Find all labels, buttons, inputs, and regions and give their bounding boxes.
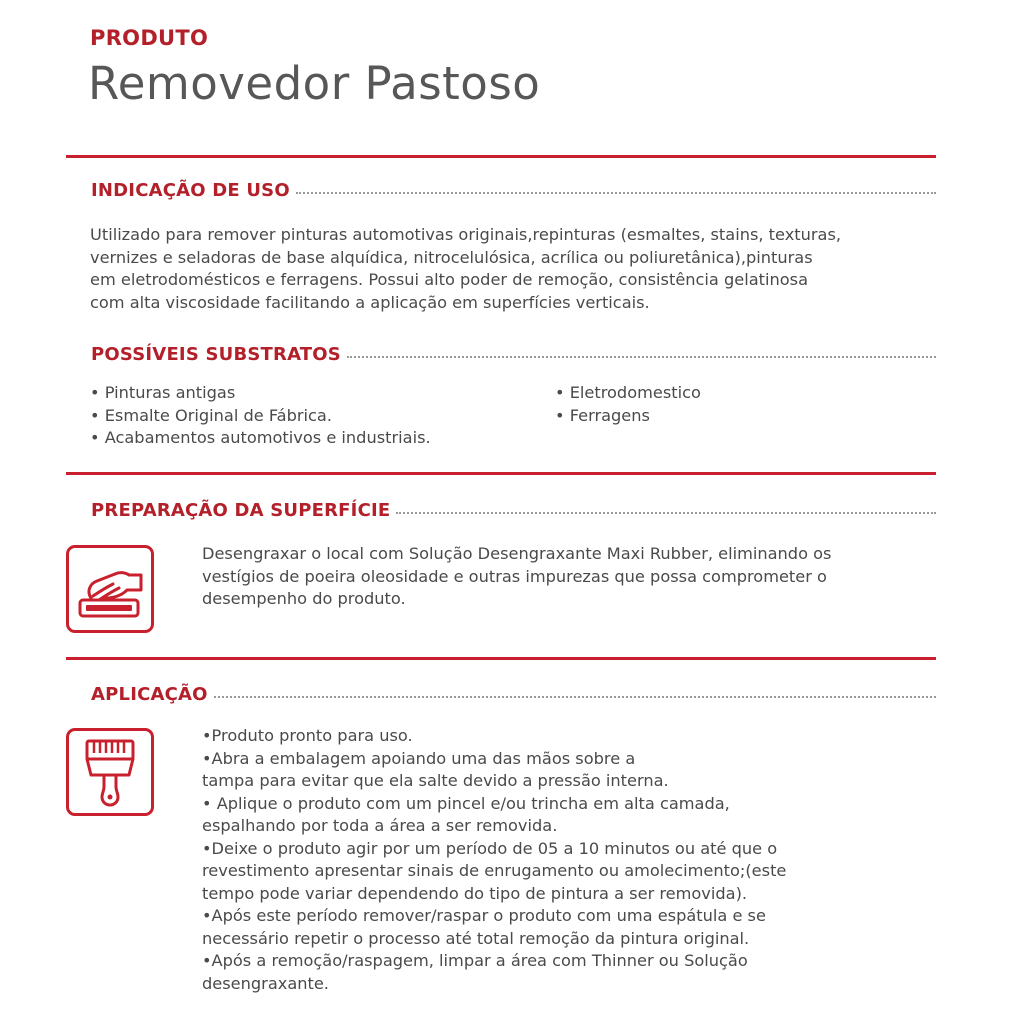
dotted-leader — [214, 696, 936, 698]
section-header-indicacao — [91, 178, 936, 202]
text-line: desengraxante. — [202, 973, 329, 993]
dotted-leader — [296, 192, 936, 194]
text-line: em eletrodomésticos e ferragens. Possui alto poder de remoção, consistência gelatinosa — [90, 270, 809, 289]
product-title: Removedor Pastoso — [88, 57, 541, 110]
text-line: •Após este período remover/raspar o produto com uma espátula e se — [202, 906, 766, 925]
text-line: espalhando por toda a área a ser removida. — [202, 816, 558, 835]
text-line: vestígios de poeira oleosidade e outras impurezas que possa comprometer o — [202, 566, 827, 586]
list-item: • Esmalte Original de Fábrica. — [90, 405, 332, 425]
paint-brush-icon — [66, 728, 154, 816]
text-line: tempo pode variar dependendo do tipo de pintura a ser removida). — [202, 883, 748, 903]
section-title: PREPARAÇÃO DA SUPERFÍCIE — [91, 499, 391, 521]
section-title: APLICAÇÃO — [91, 683, 208, 705]
section-header-aplicacao — [91, 682, 936, 706]
list-item: • Eletrodomestico — [555, 383, 701, 402]
substratos-list-left — [90, 382, 431, 450]
text-line: com alta viscosidade facilitando a aplicação em superfícies verticais. — [90, 292, 650, 312]
text-line: •Deixe o produto agir por um período de 05 a 10 minutos ou até que o — [202, 838, 778, 858]
text-line: vernizes e seladoras de base alquídica, nitrocelulósica, acrílica ou poliuretânica),pinturas — [90, 247, 813, 267]
list-item: • Ferragens — [555, 405, 650, 425]
text-line: •Abra a embalagem apoiando uma das mãos sobre a — [202, 748, 636, 768]
section-divider — [66, 657, 936, 660]
substratos-list-right — [555, 382, 701, 427]
dotted-leader — [347, 356, 936, 358]
section-divider — [66, 472, 936, 475]
text-line: •Após a remoção/raspagem, limpar a área com Thinner ou Solução — [202, 951, 748, 970]
list-item: • Acabamentos automotivos e industriais. — [90, 428, 431, 447]
section-title: INDICAÇÃO DE USO — [91, 179, 290, 201]
text-line: revestimento apresentar sinais de enrugamento ou amolecimento;(este — [202, 861, 787, 880]
hand-cleaning-icon — [66, 545, 154, 633]
section-header-preparacao — [91, 498, 936, 522]
text-line: Desengraxar o local com Solução Desengraxante Maxi Rubber, eliminando os — [202, 544, 832, 563]
text-line: • Aplique o produto com um pincel e/ou trincha em alta camada, — [202, 793, 730, 813]
list-item: • Pinturas antigas — [90, 383, 236, 402]
aplicacao-paragraph — [202, 725, 786, 995]
preparacao-paragraph — [202, 543, 831, 611]
section-divider — [66, 155, 936, 158]
indicacao-paragraph — [90, 224, 841, 314]
text-line: necessário repetir o processo até total remoção da pintura original. — [202, 928, 750, 948]
section-title: POSSÍVEIS SUBSTRATOS — [91, 343, 341, 365]
text-line: •Produto pronto para uso. — [202, 726, 413, 745]
section-header-substratos — [91, 342, 936, 366]
text-line: desempenho do produto. — [202, 589, 406, 608]
text-line: tampa para evitar que ela salte devido a pressão interna. — [202, 771, 669, 790]
product-label: PRODUTO — [90, 26, 209, 50]
text-line: Utilizado para remover pinturas automotivas originais,repinturas (esmaltes, stains, texturas, — [90, 225, 842, 244]
dotted-leader — [396, 512, 936, 514]
